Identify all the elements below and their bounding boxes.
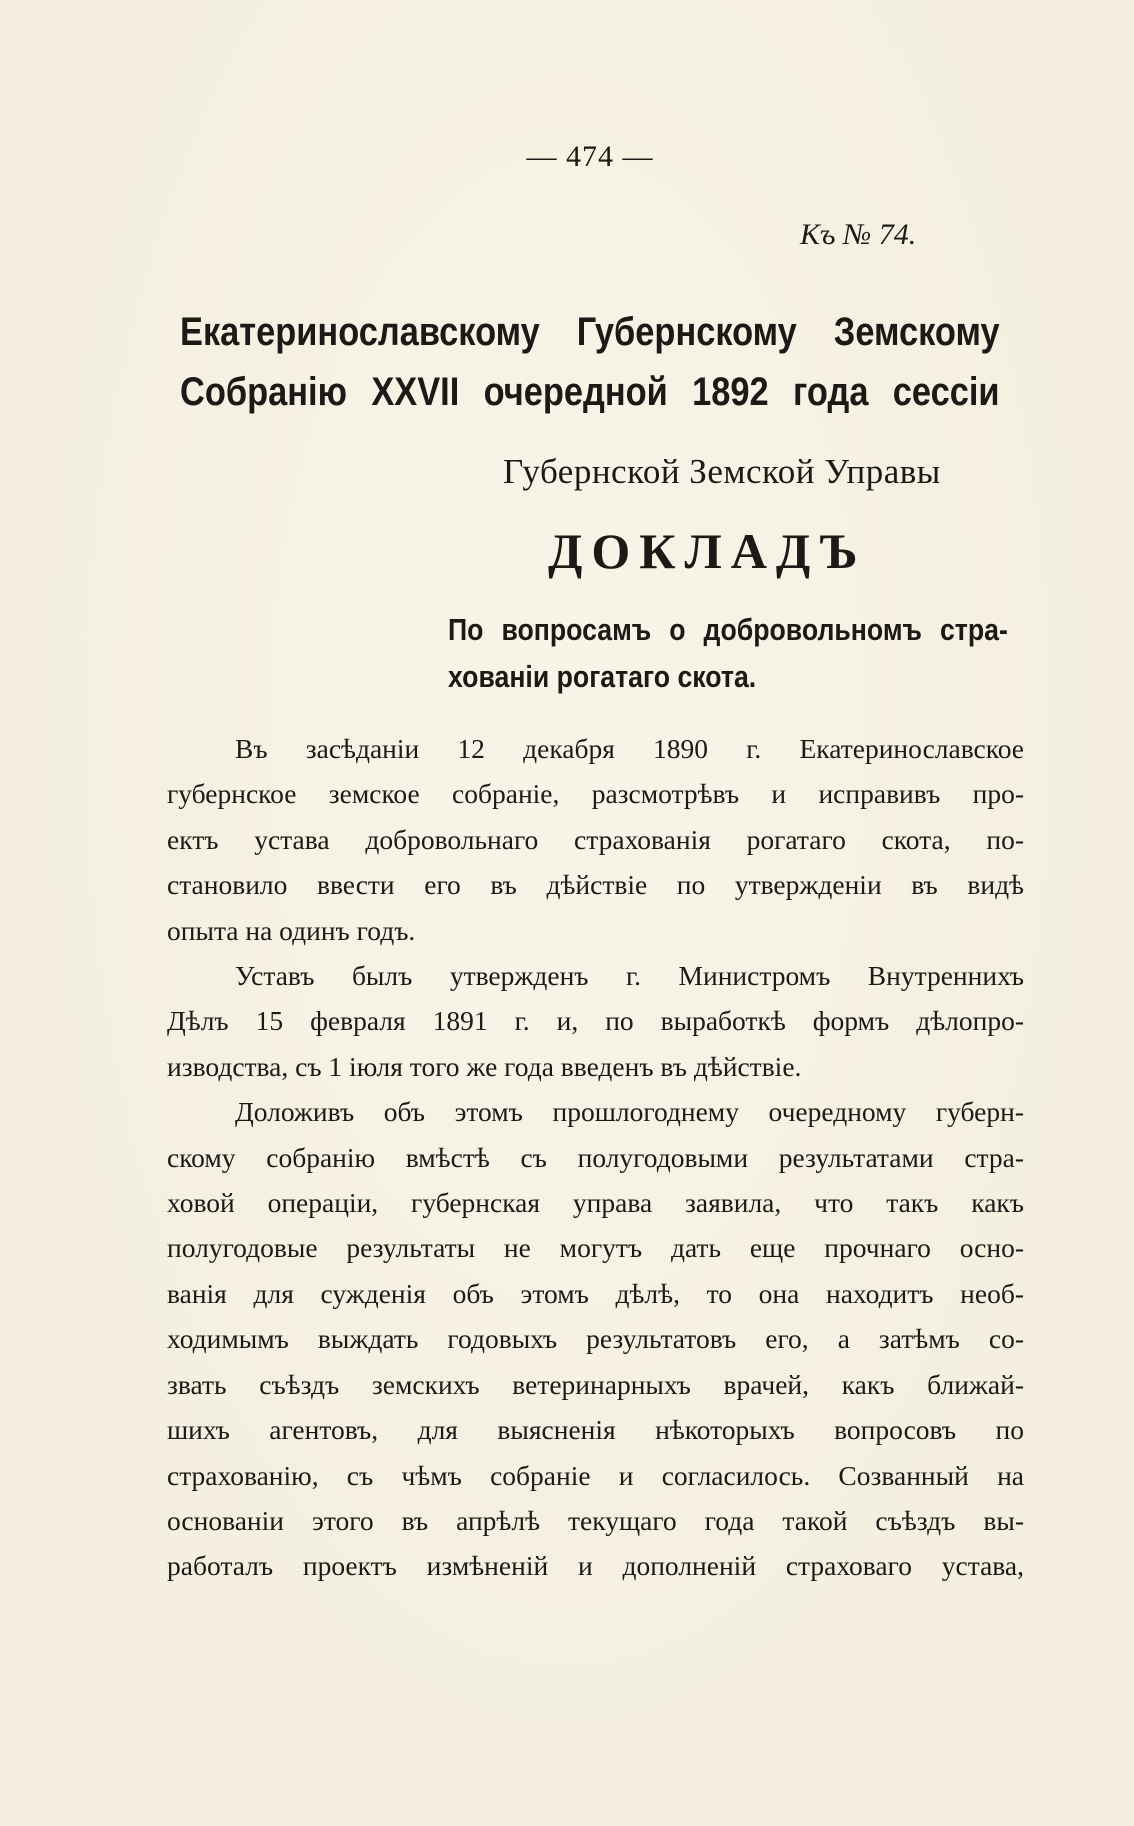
- body-line: Доложивъ объ этомъ прошлогоднему очередному губерн-: [235, 1096, 1024, 1128]
- heading-doklad: ДОКЛАДЪ: [548, 523, 867, 579]
- document-title: [180, 302, 1000, 422]
- body-line: шихъ агентовъ, для выясненія нѣкоторыхъ вопросовъ по: [167, 1414, 1024, 1446]
- subject-line-1: По вопросамъ о добровольномъ стра-: [448, 612, 1008, 647]
- body-line: Въ засѣданіи 12 декабря 1890 г. Екатеринославское: [235, 733, 1024, 764]
- report-subject: [448, 606, 1008, 700]
- body-line: губернское земское собраніе, разсмотрѣвъ и исправивъ про-: [167, 778, 1024, 810]
- body-line: полугодовые результаты не могутъ дать еще прочнаго осно-: [167, 1232, 1024, 1264]
- body-line: звать съѣздъ земскихъ ветеринарныхъ врачей, какъ ближай-: [167, 1368, 1024, 1400]
- body-line: опыта на одинъ годъ.: [167, 914, 416, 946]
- body-line: ходимымъ выждать годовыхъ результатовъ его, а затѣмъ со-: [167, 1323, 1024, 1355]
- body-text: [167, 726, 1024, 1589]
- title-line-1: Екатеринославскому Губернскому Земскому: [180, 310, 1000, 354]
- body-line: скому собранію вмѣстѣ съ полугодовыми результатами стра-: [167, 1141, 1024, 1173]
- body-line: ванія для сужденія объ этомъ дѣлѣ, то она находитъ необ-: [167, 1277, 1024, 1309]
- subject-line-2: хованіи рогатаго скота.: [448, 659, 757, 694]
- page-number: — 474 —: [526, 140, 654, 173]
- body-line: работалъ проектъ измѣненій и дополненій страховаго устава,: [167, 1550, 1024, 1582]
- body-line: изводства, съ 1 іюля того же года введенъ въ дѣйствіе.: [167, 1050, 802, 1082]
- body-line: Дѣлъ 15 февраля 1891 г. и, по выработкѣ формъ дѣлопро-: [167, 1005, 1024, 1037]
- body-line: Уставъ былъ утвержденъ г. Министромъ Внутреннихъ: [235, 960, 1024, 992]
- title-line-2: Собранію XXVII очередной 1892 года сессіи: [180, 370, 1000, 414]
- body-line: становило ввести его въ дѣйствіе по утвержденіи въ видѣ: [167, 869, 1024, 901]
- body-line: ектъ устава добровольнаго страхованія рогатаго скота, по-: [167, 823, 1024, 855]
- body-line: страхованію, съ чѣмъ собраніе и согласилось. Созванный на: [167, 1459, 1024, 1491]
- heading-upravy: Губернской Земской Управы: [503, 452, 941, 491]
- body-line: ховой операціи, губернская управа заявила, что такъ какъ: [167, 1187, 1024, 1219]
- reference-number: Къ № 74.: [800, 218, 917, 251]
- body-line: основаніи этого въ апрѣлѣ текущаго года такой съѣздъ вы-: [167, 1504, 1024, 1536]
